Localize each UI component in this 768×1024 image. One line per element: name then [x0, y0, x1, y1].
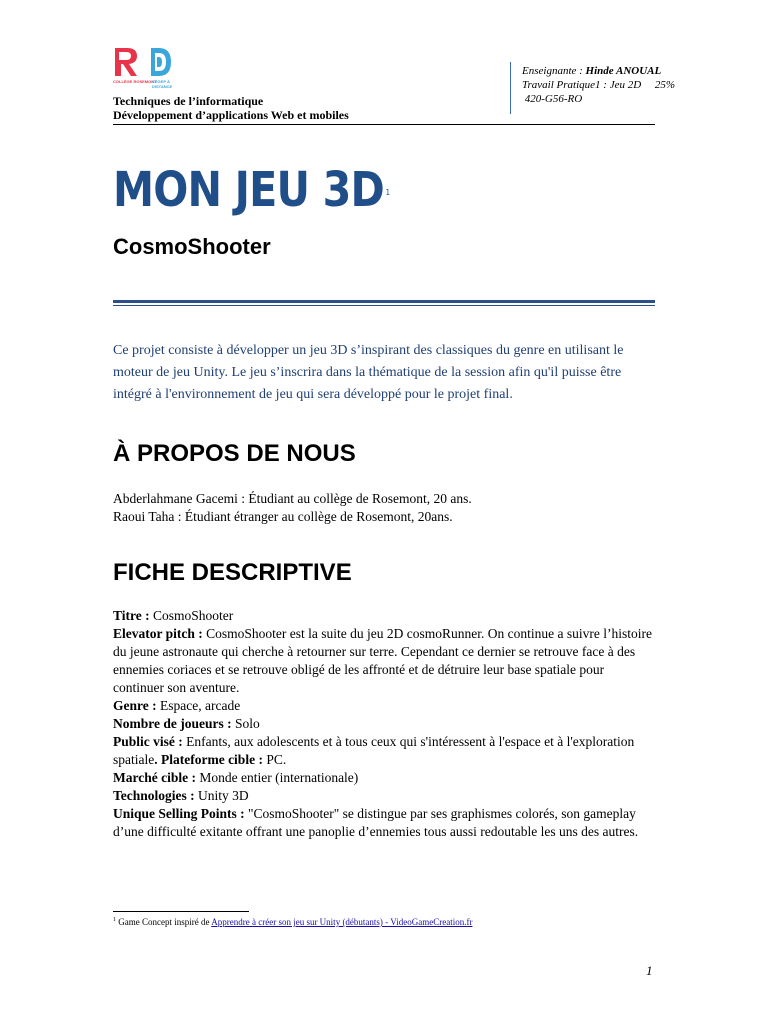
public-label: Public visé : — [113, 734, 187, 749]
fiche-public — [113, 733, 658, 769]
fiche-joueurs — [113, 715, 658, 733]
pitch-label: Elevator pitch : — [113, 626, 207, 641]
about-heading: À PROPOS DE NOUS — [113, 440, 356, 467]
logo-right-text: CÉGEP À DISTANCE — [152, 79, 173, 89]
joueurs-value: Solo — [235, 716, 260, 731]
fiche-usp — [113, 805, 658, 841]
fiche-tech — [113, 787, 658, 805]
logo-mark-icon — [113, 46, 173, 78]
member-2: Raoui Taha : Étudiant étranger au collège de Rosemont, 20ans. — [113, 509, 453, 524]
fiche-titre — [113, 607, 658, 625]
titre-value: CosmoShooter — [153, 608, 234, 623]
fiche-marche — [113, 769, 658, 787]
intro-paragraph: Ce projet consiste à développer un jeu 3D s’inspirant des classiques du genre en utilisant le moteur de jeu Unity. Le jeu s’inscrira dans la thématique de la session afin qu'il puisse être intégré à l'environnement de jeu qui sera développé pour le projet final. — [113, 343, 624, 402]
teacher-line — [522, 64, 675, 78]
org-line-2: Développement d’applications Web et mobiles — [113, 108, 349, 122]
marche-label: Marché cible : — [113, 770, 200, 785]
usp-label: Unique Selling Points : — [113, 806, 249, 821]
pitch-value: CosmoShooter est la suite du jeu 2D cosmoRunner. On continue a suivre l’histoire du jeune astronaute qui cherche à retourner sur terre. Cependant ce dernier se retrouve face à des ennemies coriaces et se retrouve obligé de les affronté et de détruire leur base spatiale pour continuer son aventure. — [113, 626, 652, 695]
title-double-rule — [113, 300, 655, 306]
plateforme-label: . Plateforme cible : — [154, 752, 267, 767]
teacher-label: Enseignante : — [522, 65, 586, 77]
footnote — [113, 917, 472, 927]
usp-value: "CosmoShooter" se distingue par ses graphismes colorés, son gameplay d’une difficulté exitante offrant une panoplie d’ennemies tous aussi redoutable les uns des autres. — [113, 806, 639, 839]
tech-label: Technologies : — [113, 788, 199, 803]
teacher-block — [522, 64, 675, 106]
footnote-ref: 1 — [113, 917, 116, 923]
title-text: MON JEU 3D — [113, 162, 384, 218]
teacher-name: Hinde ANOUAL — [585, 65, 662, 77]
about-members — [113, 490, 472, 526]
course-code: 420-G56-RO — [522, 93, 583, 105]
member-1: Abderlahmane Gacemi : Étudiant au collège de Rosemont, 20 ans. — [113, 491, 472, 506]
genre-label: Genre : — [113, 698, 160, 713]
title-footnote-ref: 1 — [385, 188, 390, 197]
tech-value: Unity 3D — [198, 788, 249, 803]
footnote-rule — [113, 911, 249, 912]
fiche-descriptive — [113, 607, 658, 841]
marche-value: Monde entier (internationale) — [199, 770, 359, 785]
page-title — [113, 162, 390, 218]
titre-label: Titre : — [113, 608, 153, 623]
logo-left-text: COLLÈGE ROSEMONT — [113, 79, 157, 84]
fiche-pitch — [113, 625, 658, 697]
org-line-1: Techniques de l’informatique — [113, 94, 264, 108]
footnote-text: Game Concept inspiré de — [116, 917, 212, 927]
page-subtitle: CosmoShooter — [113, 234, 271, 259]
header-rule — [113, 124, 655, 125]
public-value: Enfants, aux adolescents et à tous ceux qui s'intéressent à l'espace et à l'exploration spatiale — [113, 734, 635, 767]
work-line: Travail Pratique1 : Jeu 2D 25% — [522, 79, 676, 91]
college-logo — [113, 46, 173, 89]
fiche-heading: FICHE DESCRIPTIVE — [113, 559, 352, 586]
header-divider — [510, 62, 511, 114]
page-number: 1 — [646, 963, 653, 978]
joueurs-label: Nombre de joueurs : — [113, 716, 235, 731]
plateforme-value: PC. — [266, 752, 287, 767]
footnote-link[interactable]: Apprendre à créer son jeu sur Unity (débutants) - VideoGameCreation.fr — [211, 917, 473, 927]
genre-value: Espace, arcade — [160, 698, 241, 713]
organization-block — [113, 94, 349, 122]
fiche-genre — [113, 697, 658, 715]
